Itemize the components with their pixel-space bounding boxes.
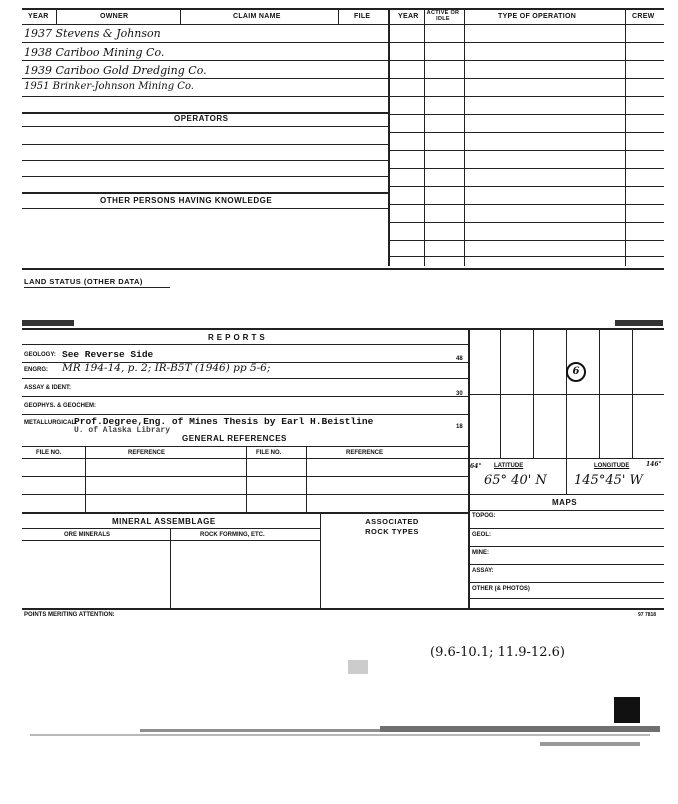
header-file: FILE (354, 13, 371, 20)
form-number: 97 7818 (638, 612, 657, 618)
maps-title: MAPS (552, 498, 578, 507)
col-reference: REFERENCE (128, 450, 166, 456)
metallurgical-sub: U. of Alaska Library (74, 426, 171, 435)
latitude-value: 65° 40' N (484, 473, 547, 488)
operators-title: OPERATORS (174, 114, 229, 123)
geology-label: GEOLOGY: (24, 352, 56, 358)
latitude-label: LATITUDE (494, 463, 524, 469)
margin-number-1: 48 (456, 356, 463, 362)
header-year: YEAR (28, 13, 49, 20)
owner-row-4: 1951 Brinker-Johnson Mining Co. (24, 81, 194, 92)
maps-mine: MINE: (472, 550, 489, 556)
others-title: OTHER PERSONS HAVING KNOWLEDGE (100, 196, 273, 205)
owner-row-1: 1937 Stevens & Johnson (24, 27, 161, 40)
maps-other: OTHER (& PHOTOS) (472, 586, 530, 592)
latitude-margin: 64° (470, 463, 482, 470)
engrg-value: MR 194-14, p. 2; IR-B5T (1946) pp 5-6; (62, 362, 271, 374)
longitude-margin: 146° (646, 461, 662, 468)
assay-label: ASSAY & IDENT: (24, 385, 72, 391)
header-claim-name: CLAIM NAME (233, 13, 281, 20)
ore-minerals-label: ORE MINERALS (64, 532, 111, 538)
header-type-of-operation: TYPE OF OPERATION (498, 13, 577, 20)
metallurgical-value: Prof.Degree,Eng. of Mines Thesis by Earl H.Beistline (74, 416, 374, 427)
header-owner: OWNER (100, 13, 129, 20)
geophys-label: GEOPHYS. & GEOCHEM: (24, 403, 97, 409)
owner-row-3: 1939 Cariboo Gold Dredging Co. (24, 64, 207, 77)
header-active-or-idle: ACTIVE OR IDLE (426, 10, 460, 22)
longitude-value: 145°45' W (574, 473, 643, 488)
maps-assay: ASSAY: (472, 568, 494, 574)
general-references-title: GENERAL REFERENCES (182, 434, 287, 443)
reports-title: REPORTS (208, 333, 268, 342)
rock-forming-label: ROCK FORMING, ETC. (200, 532, 265, 538)
margin-number-3: 18 (456, 424, 463, 430)
margin-number-2: 30 (456, 391, 463, 397)
owner-row-2: 1938 Cariboo Mining Co. (24, 46, 165, 59)
mineral-title: MINERAL ASSEMBLAGE (112, 517, 216, 526)
associated-rock-types: ASSOCIATED ROCK TYPES (365, 517, 419, 536)
header-crew: CREW (632, 13, 655, 20)
maps-topog: TOPOG: (472, 513, 496, 519)
location-circle-mark: 6 (566, 362, 586, 382)
metallurgical-label: METALLURGICAL: (24, 420, 78, 426)
points-label: POINTS MERITING ATTENTION: (24, 612, 115, 618)
header-year-2: YEAR (398, 13, 419, 20)
land-status-label: LAND STATUS (OTHER DATA) (24, 277, 143, 286)
col-reference-2: REFERENCE (346, 450, 384, 456)
points-handwritten: (9.6-10.1; 11.9-12.6) (430, 645, 565, 660)
geology-value: See Reverse Side (62, 349, 154, 360)
engrg-label: ENGRG: (24, 367, 48, 373)
col-file-no: FILE NO. (36, 450, 62, 456)
col-file-no-2: FILE NO. (256, 450, 282, 456)
longitude-label: LONGITUDE (594, 463, 630, 469)
maps-geol: GEOL: (472, 532, 491, 538)
